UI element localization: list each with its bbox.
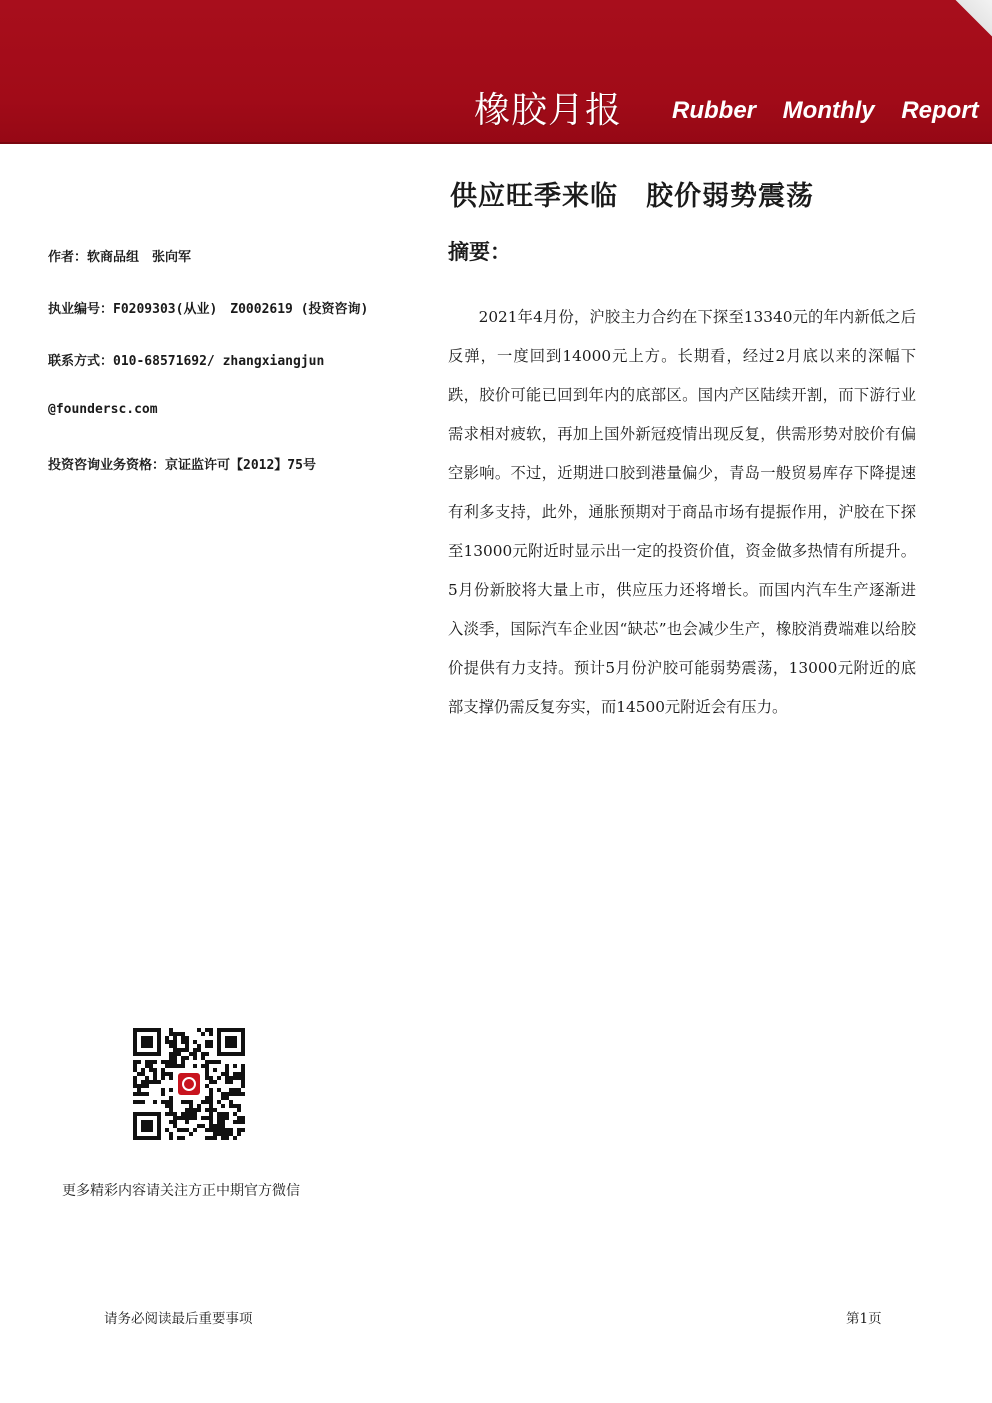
page-number: 第1页 (846, 1311, 882, 1327)
abstract-body: 2021年4月份，沪胶主力合约在下探至13340元的年内新低之后反弹，一度回到14000元上方。长期看，经过2月底以来的深幅下跌，胶价可能已回到年内的底部区。国内产区陆续开割，而下游行业需求相对疲软，再加上国外新冠疫情出现反复，供需形势对胶价有偏空影响。不过，近期进口胶到港量偏少，青岛一般贸易库存下降提速有利多支持，此外，通胀预期对于商品市场有提振作用，沪胶在下探至13000元附近时显示出一定的投资价值，资金做多热情有所提升。5月份新胶将大量上市，供应压力还将增长。而国内汽车生产逐渐进入淡季，国际汽车企业因“缺芯”也会减少生产，橡胶消费端难以给胶价提供有力支持。预计5月份沪胶可能弱势震荡，13000元附近的底部支撑仍需反复夯实，而14500元附近会有压力。 (448, 308, 916, 716)
header-banner (0, 0, 992, 144)
license-line: 执业编号：F0209303(从业) Z0002619 (投资咨询) (48, 302, 369, 317)
author-line: 作者：软商品组 张向军 (48, 250, 192, 265)
qr-caption: 更多精彩内容请关注方正中期官方微信 (62, 1183, 300, 1199)
page-curl-decoration (952, 0, 992, 40)
qualification-line: 投资咨询业务资格：京证监许可【2012】75号 (48, 458, 316, 473)
contact-line: 联系方式：010-68571692/ zhangxiangjun (48, 354, 325, 369)
report-title-en: Rubber Monthly Report (672, 97, 979, 124)
qr-code-icon (133, 1028, 245, 1140)
report-title-cn: 橡胶月报 (474, 90, 623, 131)
abstract-heading: 摘要： (448, 240, 511, 264)
email-line: @foundersc.com (48, 402, 158, 417)
report-headline: 供应旺季来临 胶价弱势震荡 (450, 181, 814, 212)
footer-notice: 请务必阅读最后重要事项 (104, 1311, 253, 1327)
